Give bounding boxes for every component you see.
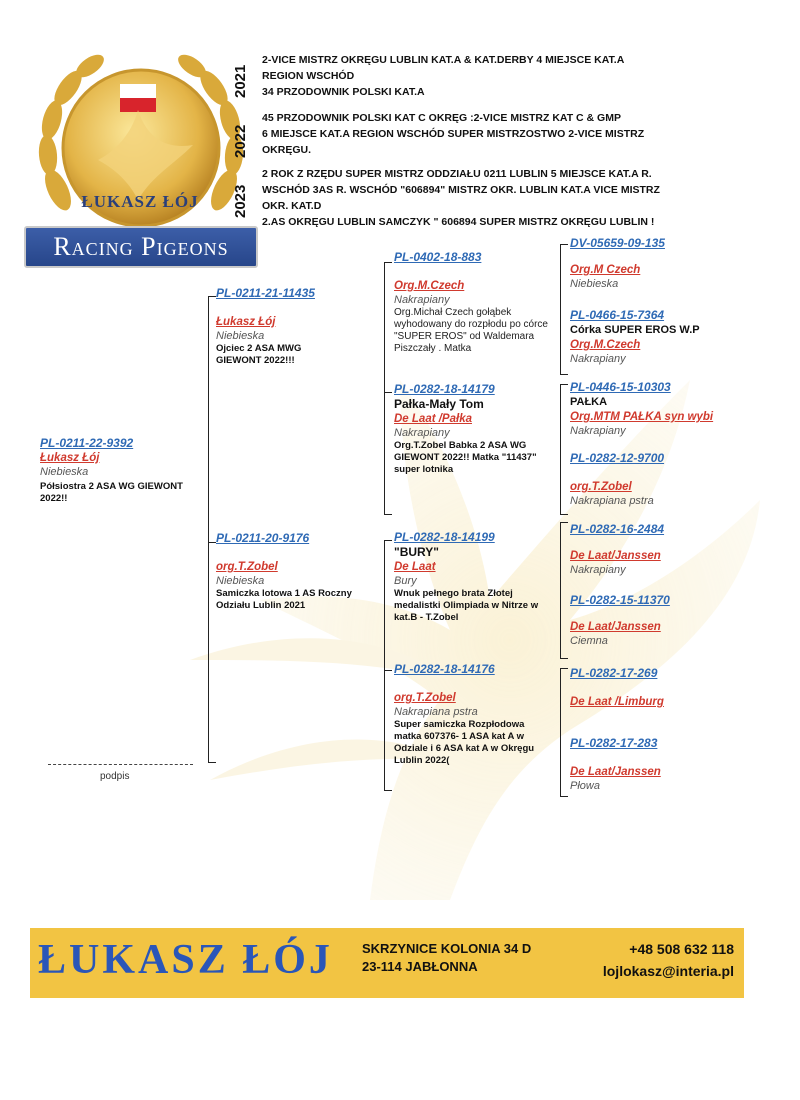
pigeon-sire-dam xyxy=(394,382,554,476)
bracket-gen3 xyxy=(560,384,561,514)
bracket-tick xyxy=(560,658,568,659)
footer-banner xyxy=(30,928,744,998)
bracket-tick xyxy=(384,262,392,263)
description: Wnuk pełnego brata Złotej medalistki Olimpiada w Nitrze w kat.B - T.Zobel xyxy=(394,588,539,623)
pigeon-subject xyxy=(40,436,200,505)
achievement-year-2022: 2022 xyxy=(232,124,249,158)
bracket-tick xyxy=(560,514,568,515)
pigeon-sss xyxy=(570,236,750,291)
achievement-line: 34 PRZODOWNIK POLSKI KAT.A xyxy=(262,86,425,98)
bracket-gen3 xyxy=(560,522,561,658)
breeder: De Laat xyxy=(394,561,436,573)
description: Org.T.Zobel Babka 2 ASA WG GIEWONT 2022!! Matka "11437" super lotnika xyxy=(394,440,537,475)
breeder: Org.M Czech xyxy=(570,264,641,276)
plumage-color: Niebieska xyxy=(216,330,265,342)
plumage-color: Bury xyxy=(394,575,417,587)
description: Samiczka lotowa 1 AS Roczny Odziału Lublin 2021 xyxy=(216,588,352,611)
achievement-line: 2.AS OKRĘGU LUBLIN SAMCZYK " 606894 SUPER MISTRZ OKRĘGU LUBLIN ! xyxy=(262,216,655,228)
ring-number: PL-0282-18-14179 xyxy=(394,382,495,396)
breeder: org.T.Zobel xyxy=(570,481,632,493)
ring-number: PL-0282-18-14176 xyxy=(394,662,495,676)
bracket-tick xyxy=(384,392,392,393)
logo-banner: Racing Pigeons xyxy=(24,226,258,268)
breeder: Łukasz Łój xyxy=(216,316,276,328)
logo-name: ŁUKASZ ŁÓJ xyxy=(81,192,199,211)
bracket-gen2-sire xyxy=(384,262,385,514)
achievement-line: 6 MIEJSCE KAT.A REGION WSCHÓD SUPER MISTRZOSTWO 2-VICE MISTRZ xyxy=(262,128,645,140)
ring-number: PL-0402-18-883 xyxy=(394,250,482,264)
bracket-tick xyxy=(560,522,568,523)
plumage-color: Nakrapiany xyxy=(394,427,450,439)
pigeon-ssd xyxy=(570,308,750,366)
bracket-tick xyxy=(560,384,568,385)
pigeon-dds xyxy=(570,666,750,709)
phone-number: +48 508 632 118 xyxy=(629,941,734,957)
achievement-line: 45 PRZODOWNIK POLSKI KAT C OKRĘG :2-VICE MISTRZ KAT C & GMP xyxy=(262,112,621,124)
plumage-color: Niebieska xyxy=(216,575,265,587)
ring-number: PL-0282-12-9700 xyxy=(570,451,665,465)
description: Ojciec 2 ASA MWG GIEWONT 2022!!! xyxy=(216,343,302,366)
plumage-color: Nakrapiany xyxy=(570,353,626,365)
plumage-color: Nakrapiana pstra xyxy=(570,495,654,507)
ring-number: PL-0282-18-14199 xyxy=(394,530,495,544)
breeder: org.T.Zobel xyxy=(394,692,456,704)
breeder: Org.M.Czech xyxy=(394,280,465,292)
ring-number: PL-0466-15-7364 xyxy=(570,308,665,322)
description: Super samiczka Rozpłodowa matka 607376- 1 ASA kat A w Odziale i 6 ASA kat A w Okręgu Lublin 2022( xyxy=(394,719,535,766)
footer-address xyxy=(362,940,531,976)
bracket-tick xyxy=(384,514,392,515)
bracket-tick xyxy=(560,244,568,245)
bracket-gen3 xyxy=(560,668,561,796)
plumage-color: Nakrapiany xyxy=(394,294,450,306)
pigeon-sdd xyxy=(570,451,750,508)
pigeon-name: PAŁKA xyxy=(570,396,608,408)
pigeon-name: Córka SUPER EROS W.P xyxy=(570,324,700,336)
achievement-line: OKR. KAT.D xyxy=(262,200,322,212)
breeder: Org.MTM PAŁKA syn wybi xyxy=(570,411,714,423)
bracket-tick xyxy=(208,542,216,543)
achievement-2021 xyxy=(262,52,742,100)
pigeon-dam-dam xyxy=(394,662,554,767)
achievement-2022 xyxy=(262,110,742,158)
breeder: De Laat/Janssen xyxy=(570,550,661,562)
address-line-2: 23-114 JABŁONNA xyxy=(362,959,478,974)
signature-label: podpis xyxy=(100,771,130,782)
pigeon-sds xyxy=(570,380,750,438)
ring-number: PL-0282-17-269 xyxy=(570,666,658,680)
plumage-color: Ciemna xyxy=(570,635,608,647)
ring-number: PL-0211-22-9392 xyxy=(40,436,134,450)
description: Półsiostra 2 ASA WG GIEWONT 2022!! xyxy=(40,481,183,504)
achievement-line: OKRĘGU. xyxy=(262,144,312,156)
pigeon-name: Pałka-Mały Tom xyxy=(394,397,484,411)
bracket-tick xyxy=(384,670,392,671)
plumage-color: Niebieska xyxy=(40,466,89,478)
pigeon-dam xyxy=(216,531,376,612)
breeder: De Laat/Janssen xyxy=(570,621,661,633)
pigeon-sire-sire xyxy=(394,250,554,355)
breeder: Org.M.Czech xyxy=(570,339,641,351)
pigeon-dam-sire xyxy=(394,530,554,624)
achievement-line: 2-VICE MISTRZ OKRĘGU LUBLIN KAT.A & KAT.DERBY 4 MIEJSCE KAT.A xyxy=(262,54,625,66)
address-line-1: SKRZYNICE KOLONIA 34 D xyxy=(362,941,532,956)
breeder: Łukasz Łój xyxy=(40,452,100,464)
pigeon-dsd xyxy=(570,593,750,648)
description: Org.Michał Czech gołąbek wyhodowany do rozpłodu po córce "SUPER EROS" od Waldemara Piszczały . Matka xyxy=(394,307,548,354)
bracket-gen2-dam xyxy=(384,540,385,790)
plumage-color: Nakrapiany xyxy=(570,425,626,437)
achievement-year-2021: 2021 xyxy=(232,64,249,98)
bracket-gen3 xyxy=(560,244,561,374)
ring-number: PL-0211-21-11435 xyxy=(216,286,315,300)
email-address: lojlokasz@interia.pl xyxy=(602,963,734,979)
bracket-tick xyxy=(560,796,568,797)
achievement-line: REGION WSCHÓD xyxy=(262,70,355,82)
pigeon-dss xyxy=(570,522,750,577)
bracket-tick xyxy=(560,374,568,375)
ring-number: PL-0211-20-9176 xyxy=(216,531,310,545)
footer-contact xyxy=(578,938,734,982)
ring-number: DV-05659-09-135 xyxy=(570,236,665,250)
bracket-tick xyxy=(384,790,392,791)
pigeon-ddd xyxy=(570,736,750,793)
bracket-tick xyxy=(208,762,216,763)
plumage-color: Płowa xyxy=(570,780,600,792)
pigeon-sire xyxy=(216,286,376,367)
pigeon-name: "BURY" xyxy=(394,545,439,559)
achievement-line: WSCHÓD 3AS R. WSCHÓD "606894" MISTRZ OKR. LUBLIN KAT.A VICE MISTRZ xyxy=(262,184,660,196)
bracket-gen1 xyxy=(208,296,209,762)
ring-number: PL-0282-16-2484 xyxy=(570,522,665,536)
achievement-year-2023: 2023 xyxy=(232,184,249,218)
bracket-tick xyxy=(208,296,216,297)
bracket-tick xyxy=(560,668,568,669)
ring-number: PL-0282-15-11370 xyxy=(570,593,670,607)
achievement-line: 2 ROK Z RZĘDU SUPER MISTRZ ODDZIAŁU 0211 LUBLIN 5 MIEJSCE KAT.A R. xyxy=(262,168,652,180)
plumage-color: Niebieska xyxy=(570,278,619,290)
ring-number: PL-0282-17-283 xyxy=(570,736,658,750)
ring-number: PL-0446-15-10303 xyxy=(570,380,671,394)
signature-line xyxy=(48,764,193,765)
achievement-2023 xyxy=(262,166,742,230)
breeder: De Laat /Limburg xyxy=(570,696,664,708)
bracket-tick xyxy=(384,540,392,541)
breeder: org.T.Zobel xyxy=(216,561,278,573)
breeder: De Laat/Janssen xyxy=(570,766,661,778)
breeder: De Laat /Pałka xyxy=(394,413,472,425)
plumage-color: Nakrapiana pstra xyxy=(394,706,478,718)
footer-name: ŁUKASZ ŁÓJ xyxy=(38,937,333,983)
plumage-color: Nakrapiany xyxy=(570,564,626,576)
